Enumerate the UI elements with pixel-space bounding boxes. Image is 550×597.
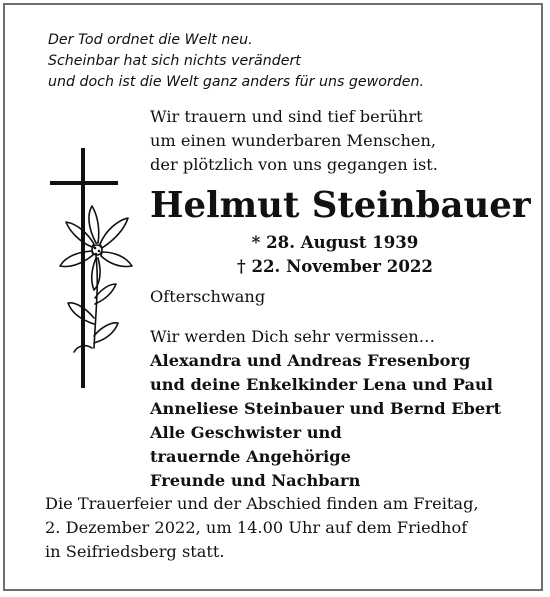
- deceased-name: Helmut Steinbauer: [150, 185, 531, 226]
- intro-text: [150, 105, 438, 177]
- intro-line: um einen wunderbaren Menschen,: [150, 131, 437, 150]
- mourner-line: Anneliese Steinbauer und Bernd Ebert: [150, 399, 502, 418]
- mourners-list: [150, 325, 501, 493]
- mourner-line: Alle Geschwister und: [150, 423, 342, 442]
- notice-line: 2. Dezember 2022, um 14.00 Uhr auf dem Friedhof: [45, 518, 468, 537]
- mourners-intro: Wir werden Dich sehr vermissen…: [150, 327, 435, 346]
- life-dates: [150, 230, 520, 278]
- notice-line: Die Trauerfeier und der Abschied finden am Freitag,: [45, 494, 479, 513]
- death-date: † 22. November 2022: [237, 256, 433, 276]
- mourner-line: Alexandra und Andreas Fresenborg: [150, 351, 471, 370]
- mourner-line: und deine Enkelkinder Lena und Paul: [150, 375, 493, 394]
- poem-line: Der Tod ordnet die Welt neu.: [48, 32, 253, 48]
- intro-line: der plötzlich von uns gegangen ist.: [150, 155, 438, 174]
- notice-line: in Seifriedsberg statt.: [45, 542, 225, 561]
- poem-line: Scheinbar hat sich nichts verändert: [48, 53, 301, 69]
- intro-line: Wir trauern und sind tief berührt: [150, 107, 423, 126]
- birth-date: * 28. August 1939: [251, 232, 419, 252]
- funeral-notice: [45, 492, 479, 564]
- opening-poem: [48, 30, 424, 93]
- hometown: Ofterschwang: [150, 287, 266, 306]
- mourner-line: trauernde Angehörige: [150, 447, 351, 466]
- poem-line: und doch ist die Welt ganz anders für uns geworden.: [48, 74, 424, 90]
- cross-with-edelweiss-icon: [44, 148, 134, 393]
- mourner-line: Freunde und Nachbarn: [150, 471, 361, 490]
